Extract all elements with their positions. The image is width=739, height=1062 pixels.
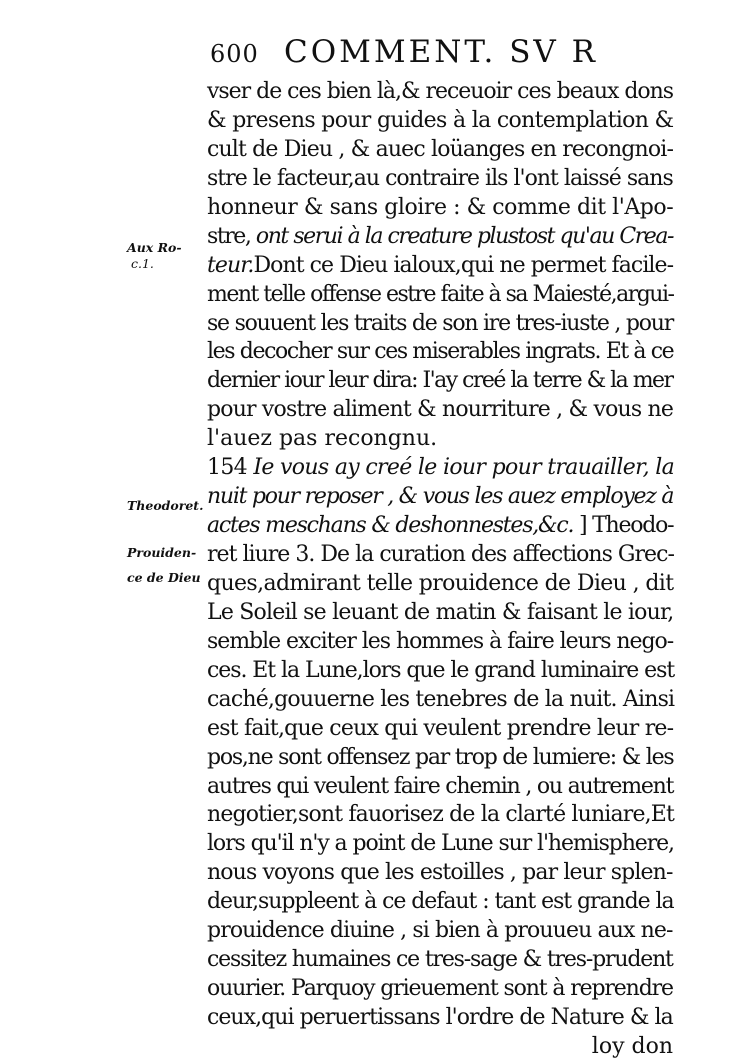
text-line (207, 801, 673, 830)
roman-span: ret liure 3. De la curation des affections Grec- (207, 542, 674, 567)
italic-span: ont serui à la creature plustost qu'au Crea- (255, 223, 673, 249)
roman-span: loy don (591, 1033, 673, 1059)
roman-span: cessitez humaines ce tres-sage & tres-prudent (207, 947, 673, 973)
roman-span: semble exciter les hommes à faire leurs nego- (207, 628, 674, 654)
roman-span: est fait,que ceux qui veulent prendre leur re- (207, 715, 674, 741)
italic-span: nuit pour reposer , & vous les auez employez à (207, 484, 674, 510)
italic-span: actes meschans & deshonnestes,&c. (207, 513, 574, 539)
roman-span: ces. Et la Lune,lors que le grand luminaire est (207, 657, 675, 683)
text-line (207, 599, 673, 628)
text-line (207, 570, 673, 599)
roman-span: ouurier. Parquoy grieuement sont à reprendre (207, 976, 673, 1002)
roman-span: pour vostre aliment & nourriture , & vous ne (207, 397, 674, 423)
italic-span: teur. (207, 252, 254, 278)
roman-span: l'auez pas recongnu. (207, 426, 438, 452)
roman-span: prouidence diuine , si bien à prouueu aux ne- (207, 918, 673, 944)
text-line (207, 773, 673, 802)
text-line (207, 367, 673, 396)
text-line (207, 1033, 673, 1062)
text-line (207, 1004, 673, 1033)
roman-span: ] Theodo- (573, 513, 674, 539)
text-line (207, 686, 673, 715)
text-line (207, 454, 673, 483)
text-line (207, 975, 673, 1004)
marginal-note-aux-ro: Aux Ro- (127, 240, 182, 255)
text-line (207, 338, 673, 367)
running-title: COMMENT. SV R (284, 34, 599, 70)
roman-span: autres qui veulent faire chemin , ou autrement (207, 773, 674, 799)
roman-span: 154 (207, 455, 254, 481)
text-line (207, 744, 673, 773)
text-line (207, 917, 673, 946)
roman-span: se souuent les traits de son ire tres-iuste , pour (207, 310, 673, 336)
text-line (207, 830, 673, 859)
text-line (207, 281, 673, 310)
text-line (207, 946, 673, 975)
text-line (207, 715, 673, 744)
marginal-note-prouiden: Prouiden- (127, 545, 197, 560)
text-line (207, 425, 673, 454)
roman-span: lors qu'il n'y a point de Lune sur l'hemisphere, (207, 831, 674, 857)
roman-span: cult de Dieu , & auec loüanges en recongnoi- (207, 136, 674, 162)
body-text (207, 78, 673, 1062)
roman-span: stre le facteur,au contraire ils l'ont laissé sans (207, 165, 673, 191)
roman-span: vser de ces bien là,& receuoir ces beaux dons (207, 79, 674, 104)
marginal-note-c1: c.1. (131, 256, 154, 271)
text-line (207, 78, 673, 107)
roman-span: dernier iour leur dira: I'ay creé la terre & la mer (207, 368, 673, 394)
text-line (207, 107, 673, 136)
text-line (207, 165, 673, 194)
running-head (210, 34, 690, 74)
text-line (207, 194, 673, 223)
roman-span: Le Soleil se leuant de matin & faisant le iour, (207, 599, 674, 625)
roman-span: deur,supplеent à ce defaut : tant est grande la (207, 889, 674, 915)
text-line (207, 541, 673, 570)
page-number: 600 (210, 40, 259, 68)
roman-span: caché,gouuerne les tenebres de la nuit. Ainsi (207, 686, 675, 712)
text-line (207, 223, 673, 252)
roman-span: les decocher sur ces miserables ingrats. Et à ce (207, 339, 674, 365)
roman-span: nous voyons que les estoilles , par leur splen- (207, 860, 673, 886)
italic-span: Ie vous ay creé le iour pour trauailler, la (253, 455, 675, 481)
marginal-note-theodoret: Theodoret. (127, 498, 204, 513)
text-line (207, 136, 673, 165)
text-line (207, 628, 673, 657)
roman-span: ment telle offense estre faite à sa Maiesté,arguі- (207, 281, 674, 307)
text-line (207, 859, 673, 888)
text-line (207, 657, 673, 686)
text-line (207, 888, 673, 917)
roman-span: ceux,qui peruertissans l'ordre de Nature & la (207, 1005, 673, 1030)
text-line (207, 310, 673, 339)
roman-span: ques,admirant telle prouidence de Dieu , dit (207, 570, 674, 596)
roman-span: pos,ne sont offensez par trop de lumiere: & les (207, 744, 674, 770)
marginal-note-ce-de-dieu: ce de Dieu (127, 570, 201, 585)
roman-span: Dont ce Dieu ialoux,qui ne permet facile- (253, 252, 674, 278)
text-line (207, 512, 673, 541)
roman-span: negotier,sont fauorisez de la clarté luniare,Et (207, 802, 675, 828)
text-line (207, 483, 673, 512)
text-line (207, 252, 673, 281)
roman-span: honneur & sans gloire : & comme dit l'Apo- (207, 194, 674, 220)
roman-span: & presens pour guides à la contemplation & (207, 107, 674, 133)
roman-span: stre, (207, 223, 256, 249)
text-line (207, 396, 673, 425)
